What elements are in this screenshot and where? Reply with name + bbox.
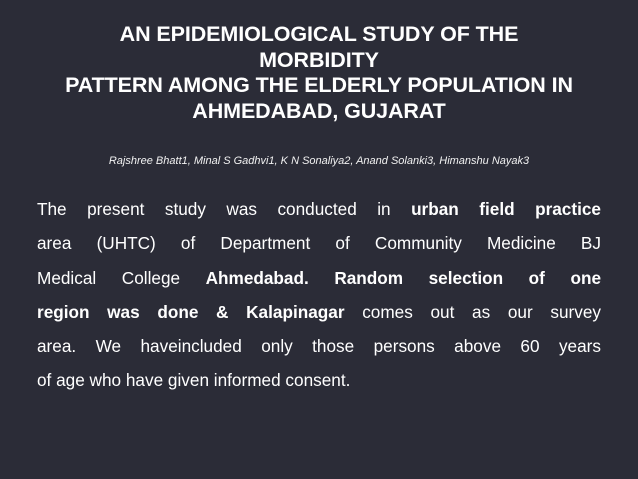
body-bold-segment: urban field practice (411, 199, 601, 219)
body-line-5: area. We haveincluded only those persons above 60 years (37, 336, 601, 357)
body-line-1 (37, 192, 601, 226)
body-bold-segment: Ahmedabad. Random selection of one (205, 267, 602, 288)
body-line-4 (37, 295, 601, 329)
title-line-1: AN EPIDEMIOLOGICAL STUDY OF THE (119, 22, 519, 46)
body-text-segment: Medical College (37, 267, 206, 288)
slide-title (20, 22, 618, 124)
title-line-3: PATTERN AMONG THE ELDERLY POPULATION IN (65, 73, 573, 97)
body-text-segment: comes out as our survey (344, 301, 601, 322)
body-bold-segment: region was done & Kalapinagar (37, 301, 345, 322)
title-line-4: AHMEDABAD, GUJARAT (192, 98, 446, 123)
title-line-2: MORBIDITY (259, 47, 379, 72)
body-line-6: of age who have given informed consent. (37, 370, 351, 391)
author-list: Rajshree Bhatt1, Minal S Gadhvi1, K N Sonaliya2, Anand Solanki3, Himanshu Nayak3 (108, 155, 530, 167)
body-line-3 (37, 261, 601, 295)
body-text-segment: The present study was conducted in (37, 199, 412, 219)
body-line-2: area (UHTC) of Department of Community Medicine BJ (37, 233, 601, 254)
body-paragraph (37, 192, 601, 398)
